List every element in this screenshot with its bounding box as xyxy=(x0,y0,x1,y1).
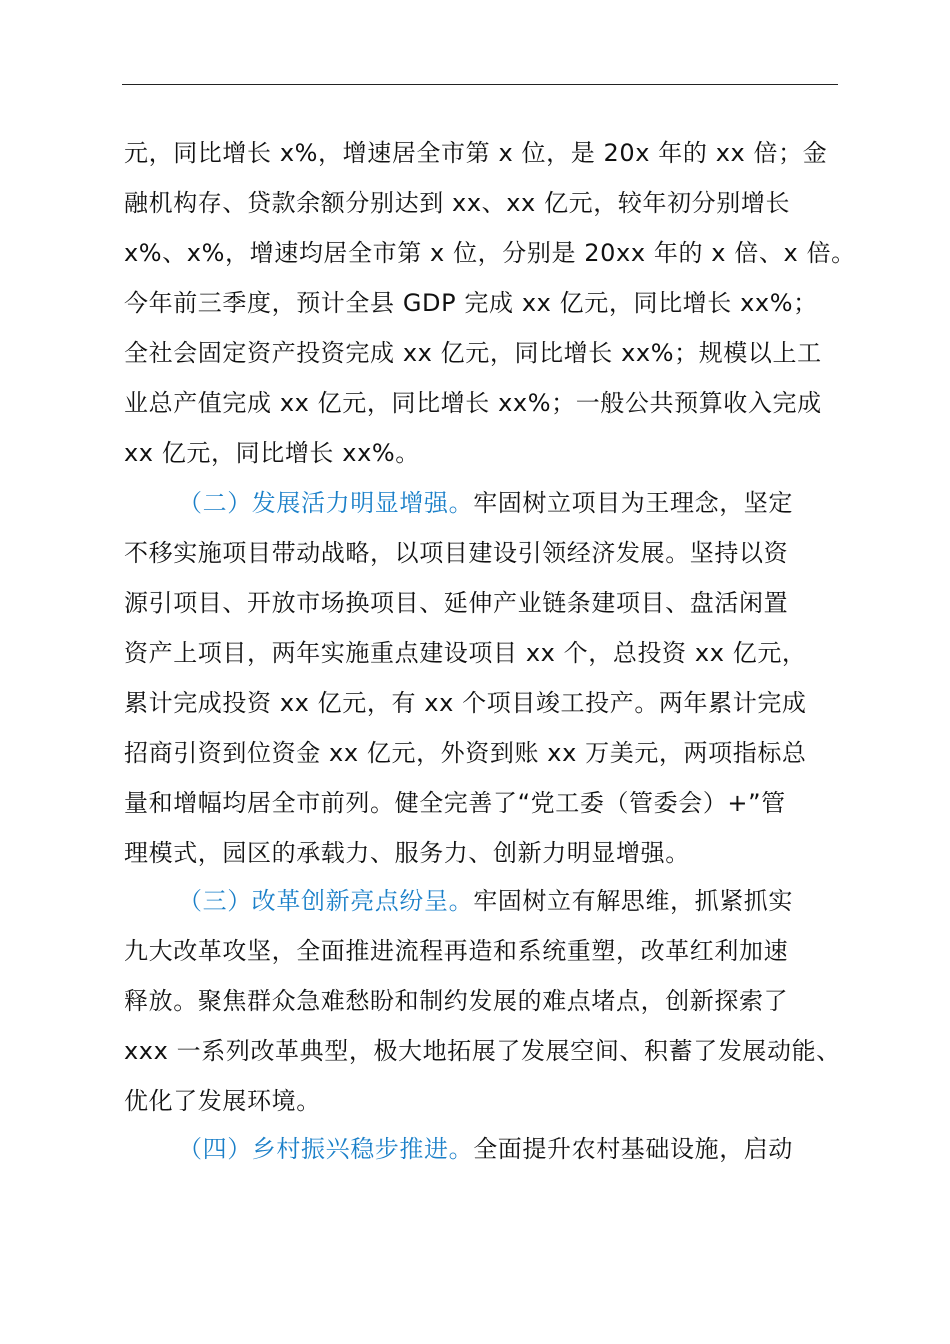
text-line: 理模式，园区的承载力、服务力、创新力明显增强。 xyxy=(124,839,690,867)
text-line: 全社会固定资产投资完成 xx 亿元，同比增长 xx%；规模以上工 xyxy=(124,339,822,367)
text-line: 释放。聚焦群众急难愁盼和制约发展的难点堵点，创新探索了 xyxy=(124,987,789,1015)
header-rule xyxy=(122,84,838,85)
text-line: 招商引资到位资金 xx 亿元，外资到账 xx 万美元，两项指标总 xyxy=(124,739,807,767)
text-line: x%、x%，增速均居全市第 x 位，分别是 20xx 年的 x 倍、x 倍。 xyxy=(124,239,856,267)
text-line: 不移实施项目带动战略，以项目建设引领经济发展。坚持以资 xyxy=(124,539,789,567)
text-run: 牢固树立有解思维，抓紧抓实 xyxy=(473,887,794,915)
text-line: xx 亿元，同比增长 xx%。 xyxy=(124,439,420,467)
text-line: 源引项目、开放市场换项目、延伸产业链条建项目、盘活闲置 xyxy=(124,589,789,617)
text-line: xxx 一系列改革典型，极大地拓展了发展空间、积蓄了发展动能、 xyxy=(124,1037,841,1065)
text-line: 优化了发展环境。 xyxy=(124,1087,321,1115)
paragraph-first-line xyxy=(178,488,793,518)
text-line: 九大改革攻坚，全面推进流程再造和系统重塑，改革红利加速 xyxy=(124,937,789,965)
section-heading: （三）改革创新亮点纷呈。 xyxy=(178,887,474,915)
section-heading: （四）乡村振兴稳步推进。 xyxy=(178,1135,474,1163)
paragraph-first-line xyxy=(178,1134,793,1164)
text-line: 融机构存、贷款余额分别达到 xx、xx 亿元，较年初分别增长 xyxy=(124,189,791,217)
text-line: 量和增幅均居全市前列。健全完善了“党工委（管委会）+”管 xyxy=(124,789,786,817)
text-line: 业总产值完成 xx 亿元，同比增长 xx%；一般公共预算收入完成 xyxy=(124,389,822,417)
text-run: 全面提升农村基础设施，启动 xyxy=(473,1135,794,1163)
paragraph-first-line xyxy=(178,886,793,916)
section-heading: （二）发展活力明显增强。 xyxy=(178,489,474,517)
text-line: 元，同比增长 x%，增速居全市第 x 位，是 20x 年的 xx 倍；金 xyxy=(124,139,828,167)
text-line: 资产上项目，两年实施重点建设项目 xx 个，总投资 xx 亿元， xyxy=(124,639,807,667)
text-line: 累计完成投资 xx 亿元，有 xx 个项目竣工投产。两年累计完成 xyxy=(124,689,807,717)
text-run: 牢固树立项目为王理念，坚定 xyxy=(473,489,794,517)
text-line: 今年前三季度，预计全县 GDP 完成 xx 亿元，同比增长 xx%； xyxy=(124,289,818,317)
